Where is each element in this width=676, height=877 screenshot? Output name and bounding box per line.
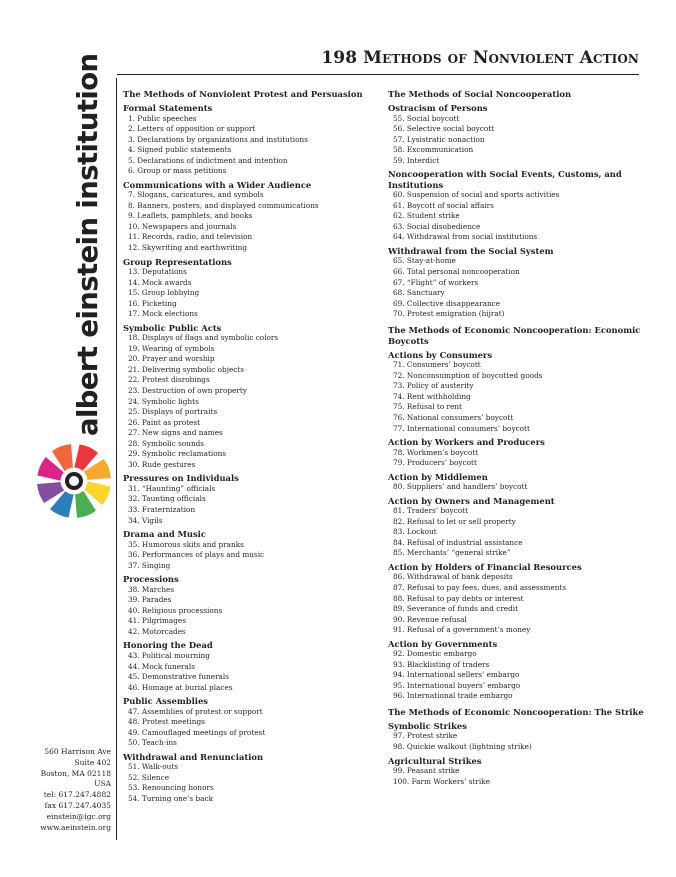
method-item: 16. Picketing [128, 298, 177, 308]
method-item: 59. Interdict [393, 155, 440, 165]
method-list [388, 190, 650, 243]
method-item: 75. Refusal to rent [393, 402, 462, 412]
method-item: 63. Social disobedience [393, 221, 481, 231]
address-line: tel: 617.247.4882 [43, 790, 111, 800]
method-item: 40. Religious processions [128, 605, 223, 615]
address-line: einstein@igc.org [46, 811, 111, 821]
group-heading: Formal Statements [123, 103, 213, 113]
method-item: 12. Skywriting and earthwriting [128, 243, 248, 253]
method-item: 44. Mock funerals [128, 661, 195, 671]
group-heading: Group Representations [123, 256, 232, 267]
title-rule [117, 74, 639, 75]
group-heading: Communications with a Wider Audience [123, 179, 312, 190]
page-title: 198 Methods of Nonviolent Action [321, 48, 639, 68]
method-list [123, 484, 385, 526]
method-item: 67. “Flight” of workers [393, 277, 479, 287]
group-heading: Noncooperation with Social Events, Customs, and Institutions [388, 169, 622, 190]
method-item: 71. Consumers’ boycott [393, 360, 481, 370]
group-heading: Withdrawal and Renunciation [123, 751, 264, 762]
method-list [388, 731, 650, 752]
method-item: 96. International trade embargo [393, 691, 513, 701]
method-item: 70. Protest emigration (hijrat) [393, 309, 505, 319]
method-item: 32. Taunting officials [128, 494, 206, 504]
group-heading: Withdrawal from the Social System [388, 245, 554, 256]
method-list [388, 649, 650, 702]
method-item: 3. Declarations by organizations and institutions [128, 134, 308, 144]
method-item: 60. Suspension of social and sports activities [393, 190, 560, 200]
method-item: 68. Sanctuary [393, 288, 445, 298]
method-list [388, 766, 650, 787]
method-item: 76. National consumers’ boycott [393, 412, 514, 422]
method-list [388, 572, 650, 635]
method-item: 5. Declarations of indictment and intention [128, 155, 288, 165]
method-item: 53. Renouncing honors [128, 783, 214, 793]
method-item: 36. Performances of plays and music [128, 550, 265, 560]
method-item: 79. Producers’ boycott [393, 458, 477, 468]
method-item: 83. Lockout [393, 527, 437, 537]
institution-logo-icon [34, 441, 114, 521]
method-item: 29. Symbolic reclamations [128, 449, 227, 459]
method-item: 37. Singing [128, 560, 171, 570]
method-list [123, 114, 385, 177]
method-item: 6. Group or mass petitions [128, 166, 227, 176]
column-divider [116, 78, 117, 840]
method-item: 92. Domestic embargo [393, 649, 477, 659]
group-heading: Action by Governments [388, 638, 498, 649]
method-item: 10. Newspapers and journals [128, 221, 237, 231]
address-line: 560 Harrison Ave [44, 747, 111, 756]
method-item: 77. International consumers’ boycott [393, 423, 530, 433]
method-item: 93. Blacklisting of traders [393, 659, 490, 669]
method-item: 43. Political mourning [128, 650, 210, 660]
method-item: 46. Homage at burial places [128, 682, 233, 692]
method-list [123, 707, 385, 749]
method-item: 27. New signs and names [128, 428, 223, 438]
method-item: 14. Mock awards [128, 277, 192, 287]
method-list [388, 482, 650, 493]
method-item: 1. Public speeches [128, 113, 197, 123]
section-heading: The Methods of Nonviolent Protest and Persuasion [123, 89, 363, 99]
method-item: 30. Rude gestures [128, 459, 196, 469]
method-item: 58. Excommunication [393, 145, 474, 155]
method-item: 2. Letters of opposition or support [128, 124, 256, 134]
group-heading: Symbolic Public Acts [123, 322, 222, 333]
method-list [388, 506, 650, 559]
method-item: 45. Demonstrative funerals [128, 672, 229, 682]
method-item: 48. Protest meetings [128, 717, 205, 727]
method-item: 72. Nonconsumption of boycotted goods [393, 370, 543, 380]
method-list [388, 114, 650, 167]
method-item: 18. Displays of flags and symbolic colors [128, 333, 279, 343]
method-item: 34. Vigils [128, 515, 163, 525]
method-item: 52. Silence [128, 772, 170, 782]
method-item: 73. Policy of austerity [393, 381, 474, 391]
group-heading: Symbolic Strikes [388, 720, 467, 731]
method-item: 33. Fraternization [128, 505, 196, 514]
method-item: 95. International buyers’ embargo [393, 680, 521, 690]
group-heading: Action by Holders of Financial Resources [388, 561, 582, 572]
method-item: 81. Traders’ boycott [393, 506, 469, 516]
method-item: 88. Refusal to pay debts or interest [393, 593, 524, 603]
group-heading: Honoring the Dead [123, 640, 213, 651]
method-item: 4. Signed public statements [128, 145, 232, 155]
method-item: 50. Teach-ins [128, 738, 177, 748]
method-item: 65. Stay-at-home [393, 256, 456, 266]
method-item: 54. Turning one’s back [128, 793, 214, 803]
address-line: USA [94, 779, 111, 789]
method-item: 51. Walk-outs [128, 762, 179, 772]
method-item: 31. “Haunting” officials [128, 483, 216, 493]
method-list [123, 651, 385, 693]
group-heading: Action by Workers and Producers [388, 437, 545, 448]
method-item: 57. Lysistratic nonaction [393, 134, 485, 144]
method-item: 87. Refusal to pay fees, dues, and assessments [393, 583, 567, 592]
group-heading: Pressures on Individuals [123, 473, 239, 484]
section-heading: The Methods of Social Noncooperation [388, 89, 572, 99]
method-item: 80. Suppliers’ and handlers’ boycott [393, 482, 528, 492]
section-heading: The Methods of Economic Noncooperation: The Strike [388, 706, 644, 717]
method-item: 55. Social boycott [393, 113, 460, 123]
address-block [20, 747, 111, 833]
group-heading: Drama and Music [123, 529, 206, 540]
method-item: 13. Deputations [128, 267, 187, 277]
method-item: 15. Group lobbying [128, 288, 200, 298]
method-item: 28. Symbolic sounds [128, 438, 205, 448]
method-item: 86. Withdrawal of bank deposits [393, 572, 513, 582]
method-item: 41. Pilgrimages [128, 616, 186, 626]
section-heading: The Methods of Economic Noncooperation: Economic Boycotts [388, 324, 641, 346]
address-line: fax 617.247.4035 [44, 800, 111, 810]
method-item: 56. Selective social boycott [393, 124, 495, 134]
method-item: 49. Camouflaged meetings of protest [128, 727, 266, 737]
method-item: 85. Merchants’ “general strike” [393, 548, 511, 558]
method-item: 26. Paint as protest [128, 417, 201, 427]
method-list [123, 540, 385, 572]
method-item: 9. Leaflets, pamphlets, and books [128, 211, 253, 221]
method-item: 82. Refusal to let or sell property [393, 516, 516, 526]
method-item: 42. Motorcades [128, 626, 186, 636]
group-heading: Action by Owners and Management [388, 495, 555, 506]
brand-wordmark: albert einstein institution [72, 53, 104, 436]
method-item: 62. Student strike [393, 211, 460, 221]
method-item: 100. Farm Workers’ strike [393, 776, 490, 786]
address-line: www.aeinstein.org [40, 822, 111, 832]
method-item: 8. Banners, posters, and displayed communications [128, 200, 319, 210]
method-item: 23. Destruction of own property [128, 386, 247, 396]
method-item: 47. Assemblies of protest or support [128, 706, 263, 716]
column-left [123, 89, 385, 805]
method-list [123, 585, 385, 638]
method-item: 99. Peasant strike [393, 766, 460, 776]
address-line: Suite 402 [74, 757, 111, 767]
method-item: 24. Symbolic lights [128, 396, 199, 406]
method-item: 91. Refusal of a government’s money [393, 625, 531, 635]
group-heading: Ostracism of Persons [388, 103, 488, 113]
method-item: 7. Slogans, caricatures, and symbols [128, 190, 264, 200]
method-item: 69. Collective disappearance [393, 298, 501, 308]
method-item: 38. Marches [128, 584, 175, 594]
method-item: 98. Quickie walkout (lightning strike) [393, 742, 532, 752]
method-item: 61. Boycott of social affairs [393, 200, 494, 210]
method-list [123, 190, 385, 253]
method-item: 64. Withdrawal from social institutions [393, 232, 538, 242]
method-item: 97. Protest strike [393, 731, 458, 741]
method-list [388, 256, 650, 319]
method-list [388, 360, 650, 434]
group-heading: Agricultural Strikes [388, 755, 482, 766]
method-item: 66. Total personal noncooperation [393, 267, 520, 277]
method-item: 84. Refusal of industrial assistance [393, 537, 523, 547]
method-item: 94. International sellers’ embargo [393, 670, 520, 680]
method-item: 20. Prayer and worship [128, 354, 215, 364]
method-item: 74. Rent withholding [393, 391, 471, 401]
method-item: 17. Mock elections [128, 309, 198, 319]
method-list [123, 333, 385, 470]
group-heading: Public Assemblies [123, 696, 209, 707]
method-item: 19. Wearing of symbols [128, 343, 215, 353]
method-item: 25. Displays of portraits [128, 407, 218, 417]
group-heading: Action by Middlemen [388, 471, 488, 482]
method-item: 39. Parades [128, 595, 172, 605]
method-item: 22. Protest disrobings [128, 375, 210, 385]
method-item: 90. Revenue refusal [393, 614, 467, 624]
method-item: 35. Humorous skits and pranks [128, 539, 244, 549]
method-item: 11. Records, radio, and television [128, 232, 253, 242]
column-right [388, 89, 650, 787]
method-item: 89. Severance of funds and credit [393, 604, 519, 614]
method-item: 78. Workmen’s boycott [393, 447, 479, 457]
method-item: 21. Delivering symbolic objects [128, 364, 245, 374]
method-list [123, 762, 385, 804]
address-line: Boston, MA 02118 [40, 768, 111, 778]
method-list [388, 448, 650, 469]
method-list [123, 267, 385, 320]
group-heading: Actions by Consumers [388, 349, 493, 360]
group-heading: Processions [123, 574, 179, 585]
